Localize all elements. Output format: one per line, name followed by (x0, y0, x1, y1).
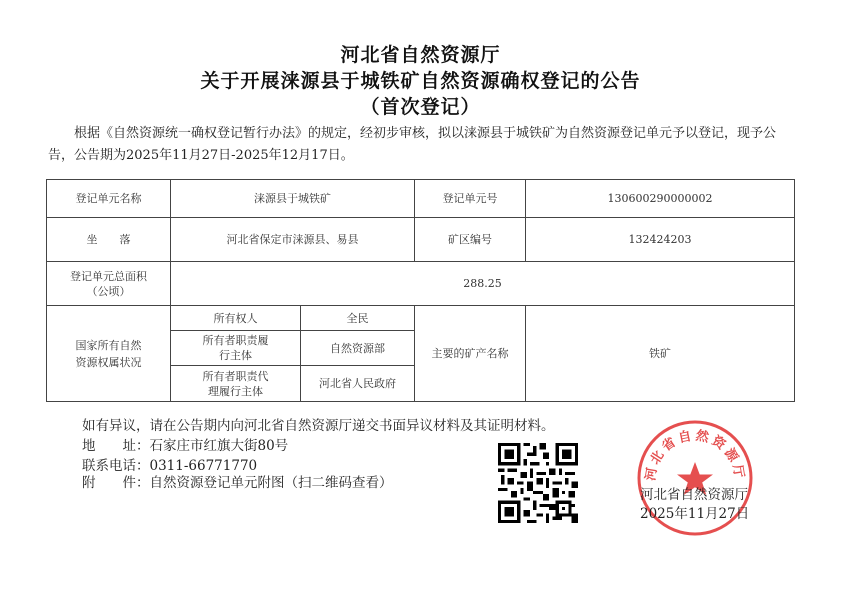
mine-no-value: 132424203 (526, 218, 795, 262)
unit-name-value: 涞源县于城铁矿 (171, 180, 415, 218)
seal-text: 河北省自然资源厅 (643, 428, 747, 482)
attachment-value: 自然资源登记单元附图（扫二维码查看） (149, 475, 393, 491)
agent-label (171, 366, 301, 402)
mineral-value: 铁矿 (526, 306, 795, 402)
mine-no-label: 矿区编号 (415, 218, 526, 262)
area-label-text: 登记单元总面积 (70, 269, 147, 283)
duty-label-text: 所有者职责履行主体 (202, 334, 269, 362)
objection-note: 如有异议，请在公告期内向河北省自然资源厅递交书面异议材料及其证明材料。 (82, 418, 555, 434)
agent-value: 河北省人民政府 (301, 366, 415, 402)
qr-code-icon[interactable] (498, 443, 578, 523)
agent-label-text: 所有者职责代理履行主体 (202, 369, 269, 398)
duty-label (171, 331, 301, 366)
attachment-line (82, 471, 393, 491)
address-label: 地 址： (82, 438, 150, 454)
title-org: 河北省自然资源厅 (340, 44, 501, 66)
ownership-label-text: 国家所有自然资源权属状况 (75, 338, 142, 369)
title-subtitle: （首次登记） (360, 96, 481, 118)
mineral-label: 主要的矿产名称 (415, 306, 526, 402)
area-unit-text: （公顷） (86, 284, 131, 298)
unit-no-label: 登记单元号 (415, 180, 526, 218)
ownership-label (47, 306, 171, 402)
owner-value: 全民 (301, 306, 415, 331)
registration-table (46, 179, 795, 402)
address-line (82, 434, 288, 454)
intro-paragraph: 根据《自然资源统一确权登记暂行办法》的规定，经初步审核，拟以涞源县于城铁矿为自然资源登记单元予以登记，现予公告，公告期为2025年11月27日-2025年12月17日。 (48, 126, 777, 163)
phone-value: 0311-66771770 (149, 458, 258, 474)
area-value: 288.25 (171, 262, 795, 306)
location-label: 坐 落 (47, 218, 171, 262)
issue-date: 2025年11月27日 (640, 506, 750, 522)
title-notice: 关于开展涞源县于城铁矿自然资源确权登记的公告 (200, 70, 641, 92)
attachment-label: 附 件： (82, 475, 150, 491)
issuer-name: 河北省自然资源厅 (640, 487, 748, 503)
location-value: 河北省保定市涞源县、易县 (171, 218, 415, 262)
area-label (47, 262, 171, 306)
unit-name-label: 登记单元名称 (47, 180, 171, 218)
duty-value: 自然资源部 (301, 331, 415, 366)
phone-label: 联系电话： (82, 458, 150, 474)
unit-no-value: 130600290000002 (526, 180, 795, 218)
owner-label: 所有权人 (171, 306, 301, 331)
address-value: 石家庄市红旗大街80号 (149, 438, 289, 454)
